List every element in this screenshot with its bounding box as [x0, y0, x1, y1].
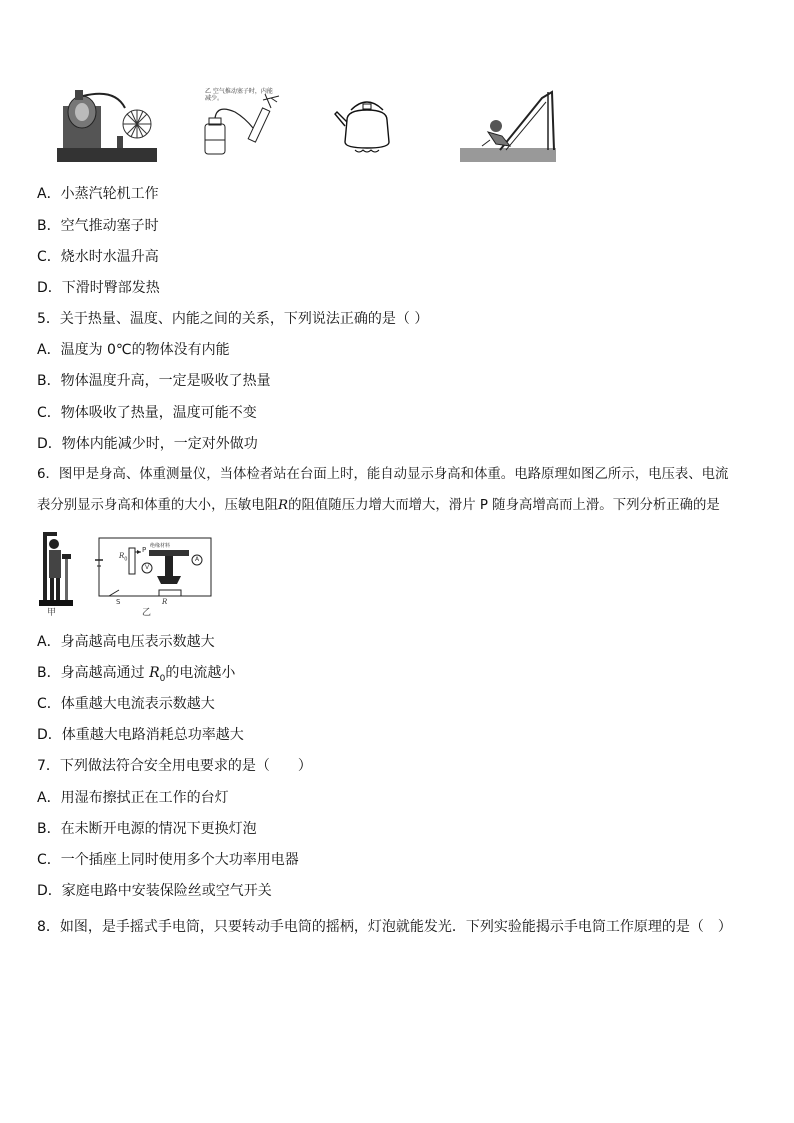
voltmeter-label: V — [145, 564, 150, 571]
slide-figure — [460, 88, 556, 162]
q4-option-c: C．烧水时水温升高 — [37, 249, 159, 265]
steam-turbine-figure — [55, 86, 159, 164]
q5-option-a: A．温度为 0℃的物体没有内能 — [37, 342, 230, 358]
stopper-figure-caption: 乙 空气推动塞子时，内能减少。 — [205, 88, 273, 102]
q4-option-b: B．空气推动塞子时 — [37, 218, 159, 234]
q4-option-d: D．下滑时臀部发热 — [37, 280, 160, 296]
q8-stem: 8．如图，是手摇式手电筒，只要转动手电筒的摇柄，灯泡就能发光．下列实验能揭示手电筒工作原理的是（ ） — [37, 919, 732, 935]
label-jia: 甲 — [47, 608, 57, 618]
ammeter-label: A — [195, 556, 200, 563]
q4-option-a: A．小蒸汽轮机工作 — [37, 186, 159, 202]
q5-stem: 5．关于热量、温度、内能之间的关系，下列说法正确的是（ ） — [37, 311, 429, 327]
label-r0: $R_0$ — [119, 552, 128, 563]
q7-option-d: D．家庭电路中安装保险丝或空气开关 — [37, 883, 272, 899]
height-weight-meter-figure — [37, 530, 217, 618]
label-plate: 绝缘材料 — [150, 543, 171, 549]
q6-option-c: C．体重越大电流表示数越大 — [37, 696, 215, 712]
q6-option-b: B．身高越高通过 $R_0$的电流越小 — [37, 665, 236, 684]
q7-option-c: C．一个插座上同时使用多个大功率用电器 — [37, 852, 299, 868]
q6-option-a: A．身高越高电压表示数越大 — [37, 634, 215, 650]
label-r: R — [162, 598, 168, 606]
q6-stem-line1: 6．图甲是身高、体重测量仪，当体检者站在台面上时，能自动显示身高和体重。电路原理如图乙所示，电压表、电流 — [37, 467, 729, 482]
label-p: P — [142, 546, 147, 554]
q7-option-b: B．在未断开电源的情况下更换灯泡 — [37, 821, 257, 837]
q6-option-d: D．体重越大电路消耗总功率越大 — [37, 727, 244, 743]
label-s: S — [116, 598, 121, 606]
q6-stem-line2: 表分别显示身高和体重的大小，压敏电阻R的阻值随压力增大而增大，滑片 P 随身高增高而上滑。下列分析正确的是 — [37, 498, 720, 513]
q7-stem: 7．下列做法符合安全用电要求的是（ ） — [37, 758, 312, 774]
label-yi: 乙 — [142, 608, 152, 618]
q7-option-a: A．用湿布擦拭正在工作的台灯 — [37, 790, 229, 806]
q5-option-b: B．物体温度升高，一定是吸收了热量 — [37, 373, 271, 389]
kettle-figure — [333, 96, 399, 156]
q5-option-d: D．物体内能减少时，一定对外做功 — [37, 436, 258, 452]
q5-option-c: C．物体吸收了热量，温度可能不变 — [37, 405, 257, 421]
